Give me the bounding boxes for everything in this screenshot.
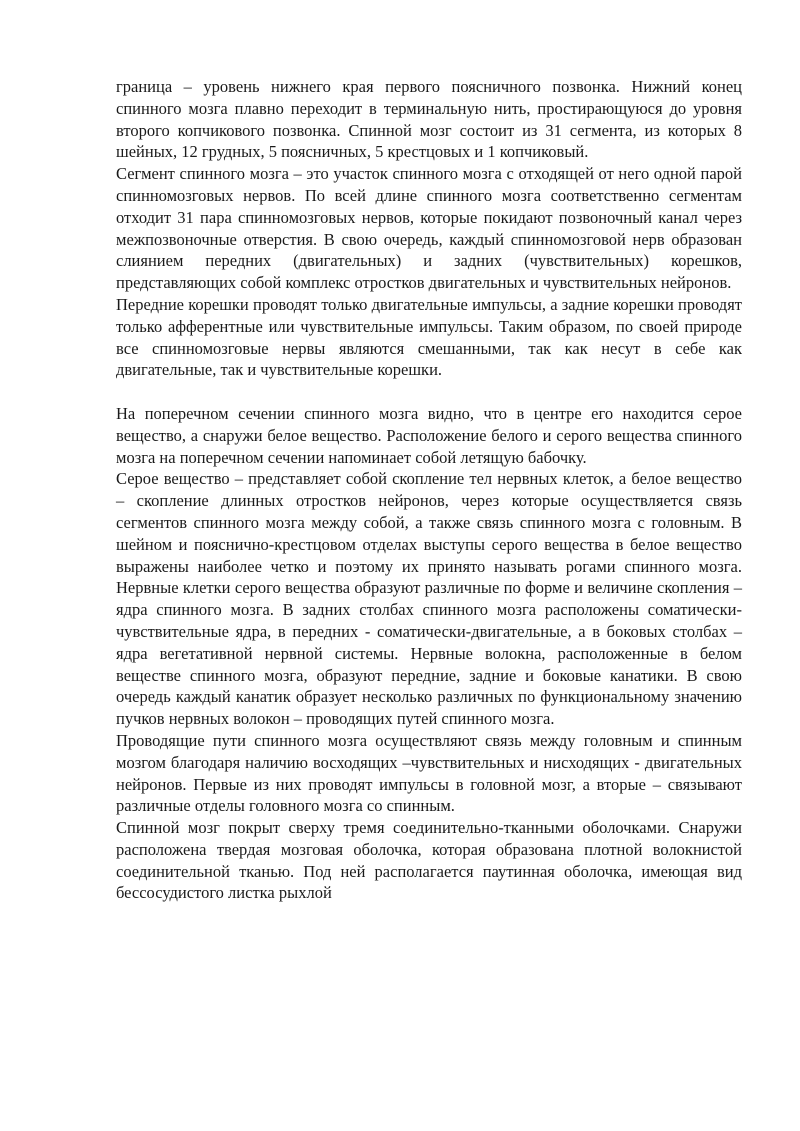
paragraph-spinal-segment: Сегмент спинного мозга – это участок спинного мозга с отходящей от него одной парой спинномозговых нервов. По всей длине спинного мозга соответственно сегментам отходит 31 пара спинномозговых нервов, которые покидают позвоночный канал через межпозвоночные отверстия. В свою очередь, каждый спинномозговой нерв образован слиянием передних (двигательных) и задних (чувствительных) корешков, представляющих собой комплекс отростков двигательных и чувствительных нейронов. (116, 164, 742, 293)
paragraph-spinal-cord-boundary: граница – уровень нижнего края первого поясничного позвонка. Нижний конец спинного мозга плавно переходит в терминальную нить, простирающуюся до уровня второго копчикового позвонка. Спинной мозг состоит из 31 сегмента, из которых 8 шейных, 12 грудных, 5 поясничных, 5 крестцовых и 1 копчиковый. (116, 77, 742, 162)
paragraph-cross-section: На поперечном сечении спинного мозга видно, что в центре его находится серое вещество, а снаружи белое вещество. Расположение белого и серого вещества спинного мозга на поперечном сечении напоминает собой летящую бабочку. (116, 403, 742, 467)
paragraph-conducting-pathways: Проводящие пути спинного мозга осуществляют связь между головным и спинным мозгом благодаря наличию восходящих –чувствительных и нисходящих - двигательных нейронов. Первые из них проводят импульсы в головной мозг, а вторые – связывают различные отделы головного мозга со спинным. (116, 730, 742, 816)
paragraph-gray-white-matter: Серое вещество – представляет собой скопление тел нервных клеток, а белое вещество – скопление длинных отростков нейронов, через которые осуществляется связь сегментов спинного мозга между собой, а также связь спинного мозга с головным. В шейном и пояснично-крестцовом отделах выступы серого вещества в белое вещество выражены наиболее четко и поэтому их принято называть рогами спинного мозга. Нервные клетки серого вещества образуют различные по форме и величине скопления – ядра спинного мозга. В задних столбах спинного мозга расположены соматически-чувствительные ядра, в передних - соматически-двигательные, а в боковых столбах – ядра вегетативной нервной системы. Нервные волокна, расположенные в белом веществе спинного мозга, образуют передние, задние и боковые канатики. В свою очередь каждый канатик образует несколько различных по функциональному значению пучков нервных волокон – проводящих путей спинного мозга. (116, 469, 742, 729)
document-page (116, 76, 742, 904)
paragraph-meninges: Спинной мозг покрыт сверху тремя соединительно-тканными оболочками. Снаружи расположена твердая мозговая оболочка, которая образована плотной волокнистой соединительной тканью. Под ней располагается паутинная оболочка, имеющая вид бессосудистого листка рыхлой (116, 818, 742, 903)
paragraph-nerve-roots: Передние корешки проводят только двигательные импульсы, а задние корешки проводят только афферентные или чувствительные импульсы. Таким образом, по своей природе все спинномозговые нервы являются смешанными, так как несут в себе как двигательные, так и чувствительные корешки. (116, 294, 742, 380)
